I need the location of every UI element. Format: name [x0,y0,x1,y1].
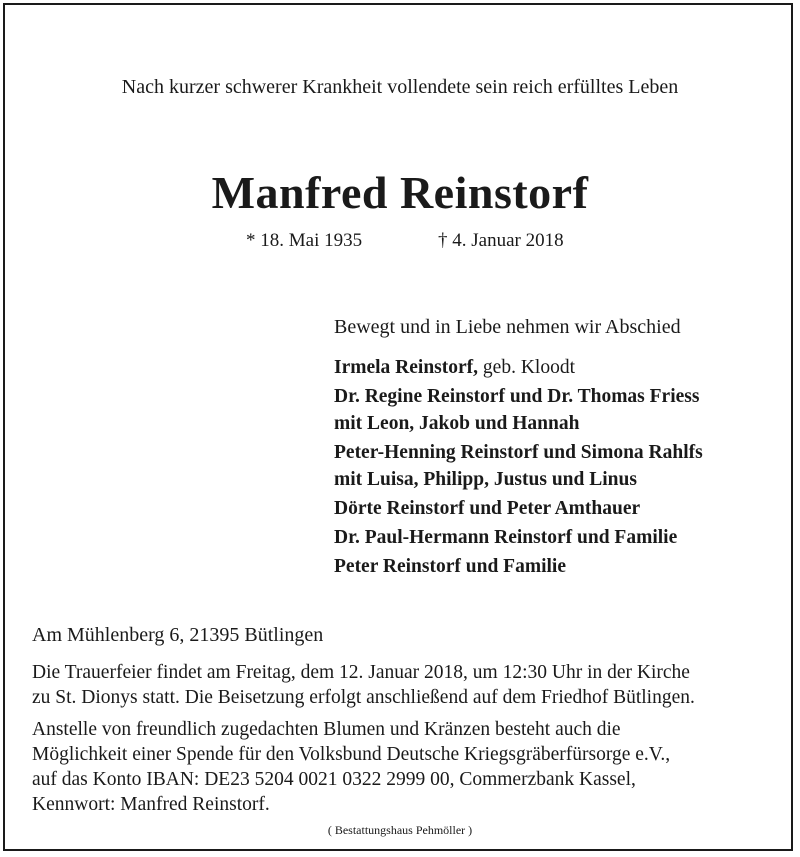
mourner-entry: Dörte Reinstorf und Peter Amthauer [334,498,641,519]
mourner-entry-continuation: mit Luisa, Philipp, Justus und Linus [334,469,637,490]
funeral-info-line: Die Trauerfeier findet am Freitag, dem 12. Januar 2018, um 12:30 Uhr in der Kirche [32,662,690,683]
funeral-info [32,660,695,710]
deceased-name: Manfred Reinstorf [211,167,589,218]
donation-info-line: Anstelle von freundlich zugedachten Blumen und Kränzen besteht auch die [32,719,621,740]
intro-text: Nach kurzer schwerer Krankheit vollendete sein reich erfülltes Leben [121,76,679,98]
funeral-info-line: zu St. Dionys statt. Die Beisetzung erfolgt anschließend auf dem Friedhof Bütlingen. [32,687,695,708]
mourner-entry: Peter-Henning Reinstorf und Simona Rahlfs [334,442,703,463]
mourner-entry: Peter Reinstorf und Familie [334,556,566,577]
funeral-home-credit: ( Bestattungshaus Pehmöller ) [327,823,473,837]
mourner-entry-continuation: mit Leon, Jakob und Hannah [334,413,580,434]
mourner-entry [334,354,703,381]
mourner-maiden-name: geb. Kloodt [478,357,575,378]
donation-info-line: Kennwort: Manfred Reinstorf. [32,794,270,815]
death-date: † 4. Januar 2018 [438,230,564,251]
donation-info-line: Möglichkeit einer Spende für den Volksbund Deutsche Kriegsgräberfürsorge e.V., [32,744,671,765]
mourner-entry: Dr. Paul-Hermann Reinstorf und Familie [334,527,678,548]
address: Am Mühlenberg 6, 21395 Bütlingen [32,624,324,646]
birth-date: * 18. Mai 1935 [246,230,363,251]
mourner-entry: Dr. Regine Reinstorf und Dr. Thomas Friess [334,386,700,407]
donation-info [32,717,670,817]
mourner-name: Irmela Reinstorf, [334,357,479,378]
donation-info-line: auf das Konto IBAN: DE23 5204 0021 0322 2999 00, Commerzbank Kassel, [32,769,636,790]
farewell-text: Bewegt und in Liebe nehmen wir Abschied [334,316,681,338]
mourners-list [334,354,703,580]
